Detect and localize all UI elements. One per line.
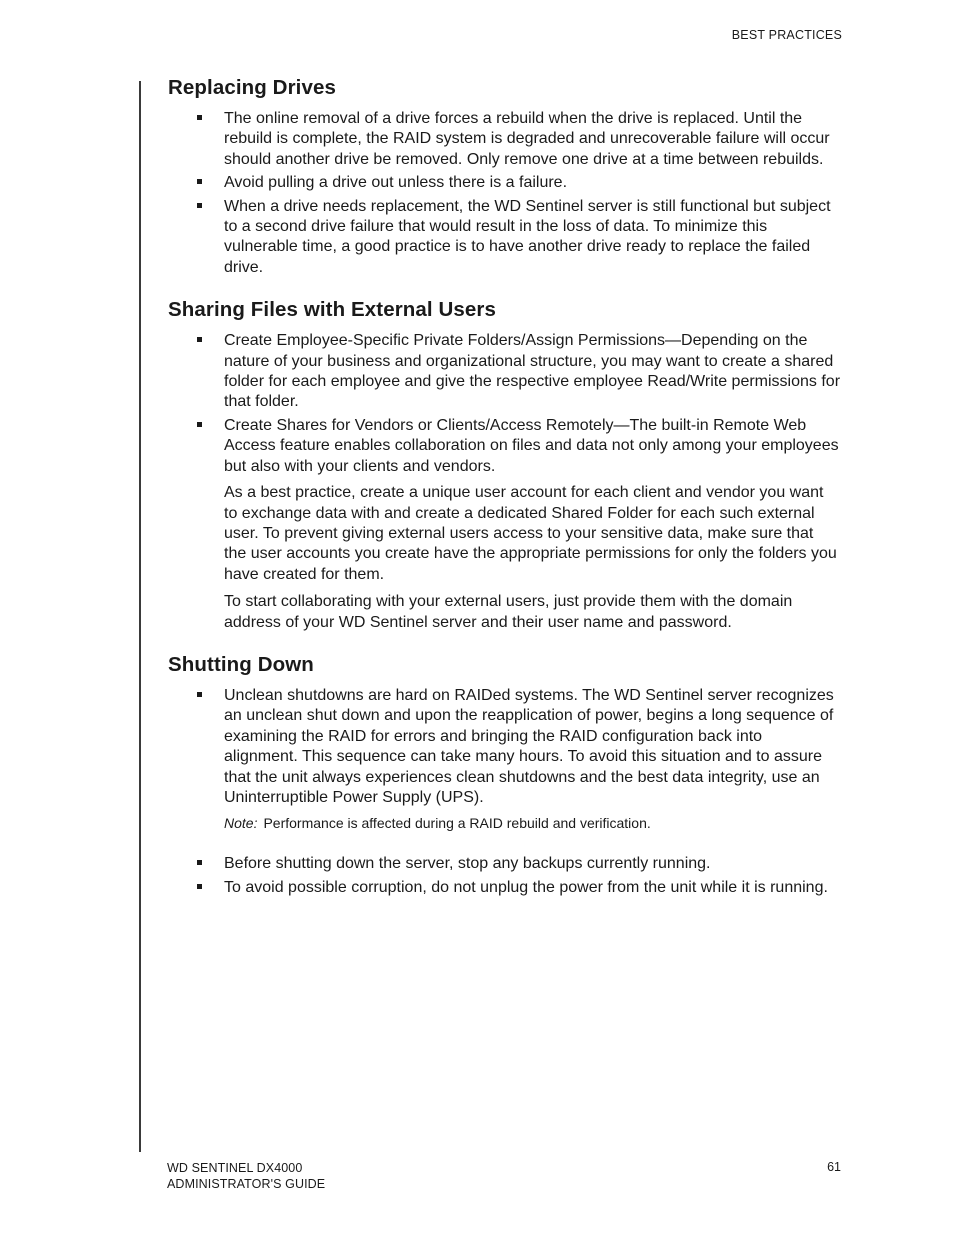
section-replacing-drives [168,76,840,278]
list-item [168,854,840,874]
list-item-text: Avoid pulling a drive out unless there is a failure. [224,174,568,192]
list-item-text: Before shutting down the server, stop any backups currently running. [224,855,711,873]
footer-product-name: WD SENTINEL DX4000 [167,1161,303,1175]
page-content [168,76,840,918]
left-margin-rule [139,81,141,1152]
list-item-text: When a drive needs replacement, the WD Sentinel server is still functional but subject to a second drive failure that would result in the loss of data. To minimize this vulnerable time, a good practice is to have another drive ready to replace the failed drive. [224,197,831,276]
list-item [168,331,840,413]
list-item [168,197,840,279]
list-item-text: The online removal of a drive forces a rebuild when the drive is replaced. Until the rebuild is complete, the RAID system is degraded and unrecoverable failure will occur should another drive be removed. Only remove one drive at a time between rebuilds. [224,110,830,168]
bullet-icon [197,860,202,865]
list-item [168,173,840,193]
list-item [168,686,840,808]
list-item-text: Create Shares for Vendors or Clients/Access Remotely—The built-in Remote Web Access feature enables collaboration on files and data not only among your employees but also with your clients and vendors. [224,416,839,475]
section-heading: Replacing Drives [168,76,336,99]
note [224,814,840,832]
bullet-icon [197,203,202,208]
bullet-icon [197,337,202,342]
list-item-text: To avoid possible corruption, do not unplug the power from the unit while it is running. [224,878,828,896]
body-paragraph: To start collaborating with your external users, just provide them with the domain address of your WD Sentinel server and their user name and password. [224,593,793,631]
list-item [168,878,840,898]
bullet-list [168,331,840,477]
note-text: Performance is affected during a RAID rebuild and verification. [263,815,651,832]
bullet-list [168,109,840,278]
section-heading: Sharing Files with External Users [168,298,496,322]
body-paragraph: As a best practice, create a unique user account for each client and vendor you want to exchange data with and create a dedicated Shared Folder for each such external user. To prevent giving external users access to your sensitive data, make sure that the user accounts you create have the appropriate permissions for only the folders you have created for them. [224,484,837,583]
footer-guide-name: ADMINISTRATOR'S GUIDE [167,1177,326,1191]
footer-product [167,1160,325,1192]
section-shutting-down [168,653,840,898]
list-item [168,109,840,170]
section-heading: Shutting Down [168,652,314,676]
bullet-icon [197,115,202,120]
bullet-icon [197,179,202,184]
bullet-icon [197,692,202,697]
list-item [168,416,840,477]
note-label: Note: [224,815,258,832]
section-sharing-files [168,298,840,633]
bullet-list [168,686,840,808]
bullet-icon [197,422,202,427]
page-number: 61 [827,1160,841,1174]
bullet-list [168,854,840,898]
running-header: BEST PRACTICES [731,28,842,42]
bullet-icon [197,884,202,889]
list-item-text: Create Employee-Specific Private Folders/Assign Permissions—Depending on the nature of your business and organizational structure, you may want to create a shared folder for each employee and give the respective employee Read/Write permissions for that folder. [224,332,841,411]
list-item-text: Unclean shutdowns are hard on RAIDed systems. The WD Sentinel server recognizes an unclean shut down and upon the reapplication of power, begins a long sequence of examining the RAID for errors and bringing the RAID configuration back into alignment. This sequence can take many hours. To avoid this situation and to assure that the unit always experiences clean shutdowns and the best data integrity, use an Uninterruptible Power Supply (UPS). [224,686,834,806]
